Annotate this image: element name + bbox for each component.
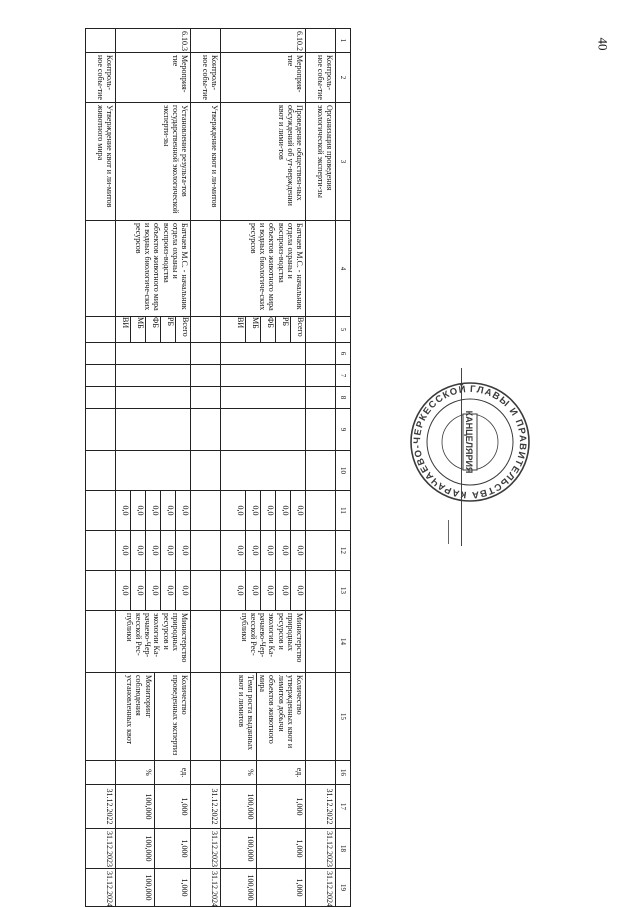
indicator-unit: % xyxy=(116,761,155,785)
finance-value: 0,0 xyxy=(145,571,160,610)
finance-value: 0,0 xyxy=(121,505,131,516)
activities-table xyxy=(85,28,351,907)
finance-source: ФБ xyxy=(260,317,275,342)
official-seal xyxy=(408,380,532,509)
finance-value: 0,0 xyxy=(160,571,175,610)
finance-value: 0,0 xyxy=(160,531,175,570)
table-header-row xyxy=(336,29,351,907)
responsible-cell: Батчаев М.С. - начальник отдела охраны и воспроиз-водства объектов животного мира и водных биологиче-ских ресурсов xyxy=(221,221,306,317)
header-cell: 12 xyxy=(336,531,351,571)
indicator-value: 100,000 xyxy=(116,869,155,907)
date-cell: 31.12.2022 xyxy=(306,785,336,829)
finance-source-stack xyxy=(116,317,191,343)
row-type-cell: Мероприя-тие xyxy=(116,53,191,103)
indicator-name: Мониторинг соблюдения установленных квот xyxy=(116,673,155,761)
row-type-cell: Контроль-ное собы-тие xyxy=(191,53,221,103)
page-number: 40 xyxy=(595,37,611,51)
header-cell: 1 xyxy=(336,29,351,53)
finance-value: 0,0 xyxy=(260,491,275,530)
header-cell: 10 xyxy=(336,451,351,491)
header-cell: 7 xyxy=(336,365,351,387)
finance-value: 0,0 xyxy=(236,545,245,556)
finance-value: 0,0 xyxy=(275,491,290,530)
indicator-value: 1,000 xyxy=(257,829,306,869)
finance-value: 0,0 xyxy=(236,585,245,596)
indicator-value: 100,000 xyxy=(116,829,155,869)
finance-value: 0,0 xyxy=(130,531,145,570)
row-title-cell: Проведение обществен-ных обсуждений об ут-верждении квот и лими-тов xyxy=(221,103,306,221)
table-row xyxy=(257,29,306,907)
finance-source: МБ xyxy=(130,317,145,342)
finance-value: 0,0 xyxy=(290,491,305,530)
finance-source: Всего xyxy=(290,317,305,342)
indicator-value: 1,000 xyxy=(154,869,190,907)
finance-value: 0,0 xyxy=(175,491,190,530)
finance-value: 0,0 xyxy=(260,531,275,570)
finance-value: 0,0 xyxy=(290,571,305,610)
finance-source: РБ xyxy=(275,317,290,342)
date-cell: 31.12.2023 xyxy=(191,829,221,869)
header-cell: 15 xyxy=(336,673,351,761)
indicator-value: 1,000 xyxy=(257,869,306,907)
row-type-cell: Контроль-ное собы-тие xyxy=(306,53,336,103)
finance-value: 0,0 xyxy=(175,571,190,610)
indicator-unit: ед. xyxy=(154,761,190,785)
header-cell: 8 xyxy=(336,387,351,409)
header-cell: 2 xyxy=(336,53,351,103)
date-cell: 31.12.2024 xyxy=(86,869,116,907)
finance-source: РБ xyxy=(160,317,175,342)
row-type-cell: Мероприя-тие xyxy=(221,53,306,103)
seal-graphic xyxy=(408,380,532,504)
finance-col-13 xyxy=(221,571,306,611)
date-cell: 31.12.2023 xyxy=(86,829,116,869)
header-cell: 13 xyxy=(336,571,351,611)
finance-source: Всего xyxy=(175,317,190,342)
finance-value: 0,0 xyxy=(121,545,131,556)
header-cell: 17 xyxy=(336,785,351,829)
indicator-name: Количество проведенных экспертиз xyxy=(154,673,190,761)
header-cell: 18 xyxy=(336,829,351,869)
finance-value: 0,0 xyxy=(260,571,275,610)
indicator-name: Темп роста выданных квот и лимитов xyxy=(221,673,257,761)
date-cell: 31.12.2022 xyxy=(191,785,221,829)
indicator-name: Количество утвержденных квот и лимитов добычи объектов животного мира xyxy=(257,673,306,761)
signature-stroke xyxy=(448,520,449,544)
finance-value: 0,0 xyxy=(236,505,245,516)
table-row xyxy=(86,29,116,907)
row-title-cell: Утверждение квот и ли-митов животного мира xyxy=(86,103,116,221)
row-title-cell: Установление результа-тов государственной экологической эксперти-зы xyxy=(116,103,191,221)
header-cell: 3 xyxy=(336,103,351,221)
finance-col-13 xyxy=(116,571,191,611)
indicator-value: 100,000 xyxy=(221,829,257,869)
indicator-value: 1,000 xyxy=(154,829,190,869)
row-number-cell: 6.10.3 xyxy=(116,29,191,53)
indicator-value: 100,000 xyxy=(221,785,257,829)
finance-value: 0,0 xyxy=(175,531,190,570)
header-cell: 16 xyxy=(336,761,351,785)
finance-value: 0,0 xyxy=(121,585,131,596)
finance-col-12 xyxy=(116,531,191,571)
finance-value: 0,0 xyxy=(290,531,305,570)
finance-col-11 xyxy=(221,491,306,531)
table-row xyxy=(191,29,221,907)
executor-cell: Министерство природных ресурсов и экологии Ка-рачаево-Чер-кесской Рес-публики xyxy=(221,611,306,673)
header-cell: 11 xyxy=(336,491,351,531)
seal-outer-text: ГЛАВЫ И ПРАВИТЕЛЬСТВА КАРАЧАЕВО-ЧЕРКЕССКОЙ xyxy=(411,383,529,501)
finance-col-12 xyxy=(221,531,306,571)
date-cell: 31.12.2024 xyxy=(191,869,221,907)
responsible-cell: Батчаев М.С. - начальник отдела охраны и воспроиз-водства объектов животного мира и водных биологиче-ских ресурсов xyxy=(116,221,191,317)
finance-value: 0,0 xyxy=(245,531,260,570)
finance-value: 0,0 xyxy=(145,531,160,570)
indicator-unit: ед. xyxy=(257,761,306,785)
header-cell: 5 xyxy=(336,317,351,343)
table-frame xyxy=(86,28,351,907)
finance-value: 0,0 xyxy=(275,531,290,570)
finance-value: 0,0 xyxy=(245,571,260,610)
date-cell: 31.12.2024 xyxy=(306,869,336,907)
indicator-value: 100,000 xyxy=(116,785,155,829)
header-cell: 6 xyxy=(336,343,351,365)
date-cell: 31.12.2022 xyxy=(86,785,116,829)
indicator-unit: % xyxy=(221,761,257,785)
seal-center-text: КАНЦЕЛЯРИЯ xyxy=(464,410,474,474)
row-title-cell: Организация проведения экологической эксперти-зы xyxy=(306,103,336,221)
header-cell: 19 xyxy=(336,869,351,907)
row-number-cell: 6.10.2 xyxy=(221,29,306,53)
table-row xyxy=(154,29,190,907)
executor-cell: Министерство природных ресурсов и экологии Ка-рачаево-Чер-кесской Рес-публики xyxy=(116,611,191,673)
indicator-value: 100,000 xyxy=(221,869,257,907)
finance-value: 0,0 xyxy=(275,571,290,610)
table-row xyxy=(306,29,336,907)
finance-value: 0,0 xyxy=(245,491,260,530)
row-type-cell: Контроль-ное собы-тие xyxy=(86,53,116,103)
date-cell: 31.12.2023 xyxy=(306,829,336,869)
finance-value: 0,0 xyxy=(130,491,145,530)
finance-source: ВИ xyxy=(121,317,131,329)
row-title-cell: Утверждение квот и ли-митов xyxy=(191,103,221,221)
finance-source-stack xyxy=(221,317,306,343)
finance-value: 0,0 xyxy=(130,571,145,610)
header-cell: 14 xyxy=(336,611,351,673)
header-cell: 4 xyxy=(336,221,351,317)
finance-source: ФБ xyxy=(145,317,160,342)
finance-col-11 xyxy=(116,491,191,531)
indicator-value: 1,000 xyxy=(154,785,190,829)
finance-value: 0,0 xyxy=(145,491,160,530)
indicator-value: 1,000 xyxy=(257,785,306,829)
finance-source: МБ xyxy=(245,317,260,342)
finance-source: ВИ xyxy=(236,317,245,329)
header-cell: 9 xyxy=(336,409,351,451)
finance-value: 0,0 xyxy=(160,491,175,530)
